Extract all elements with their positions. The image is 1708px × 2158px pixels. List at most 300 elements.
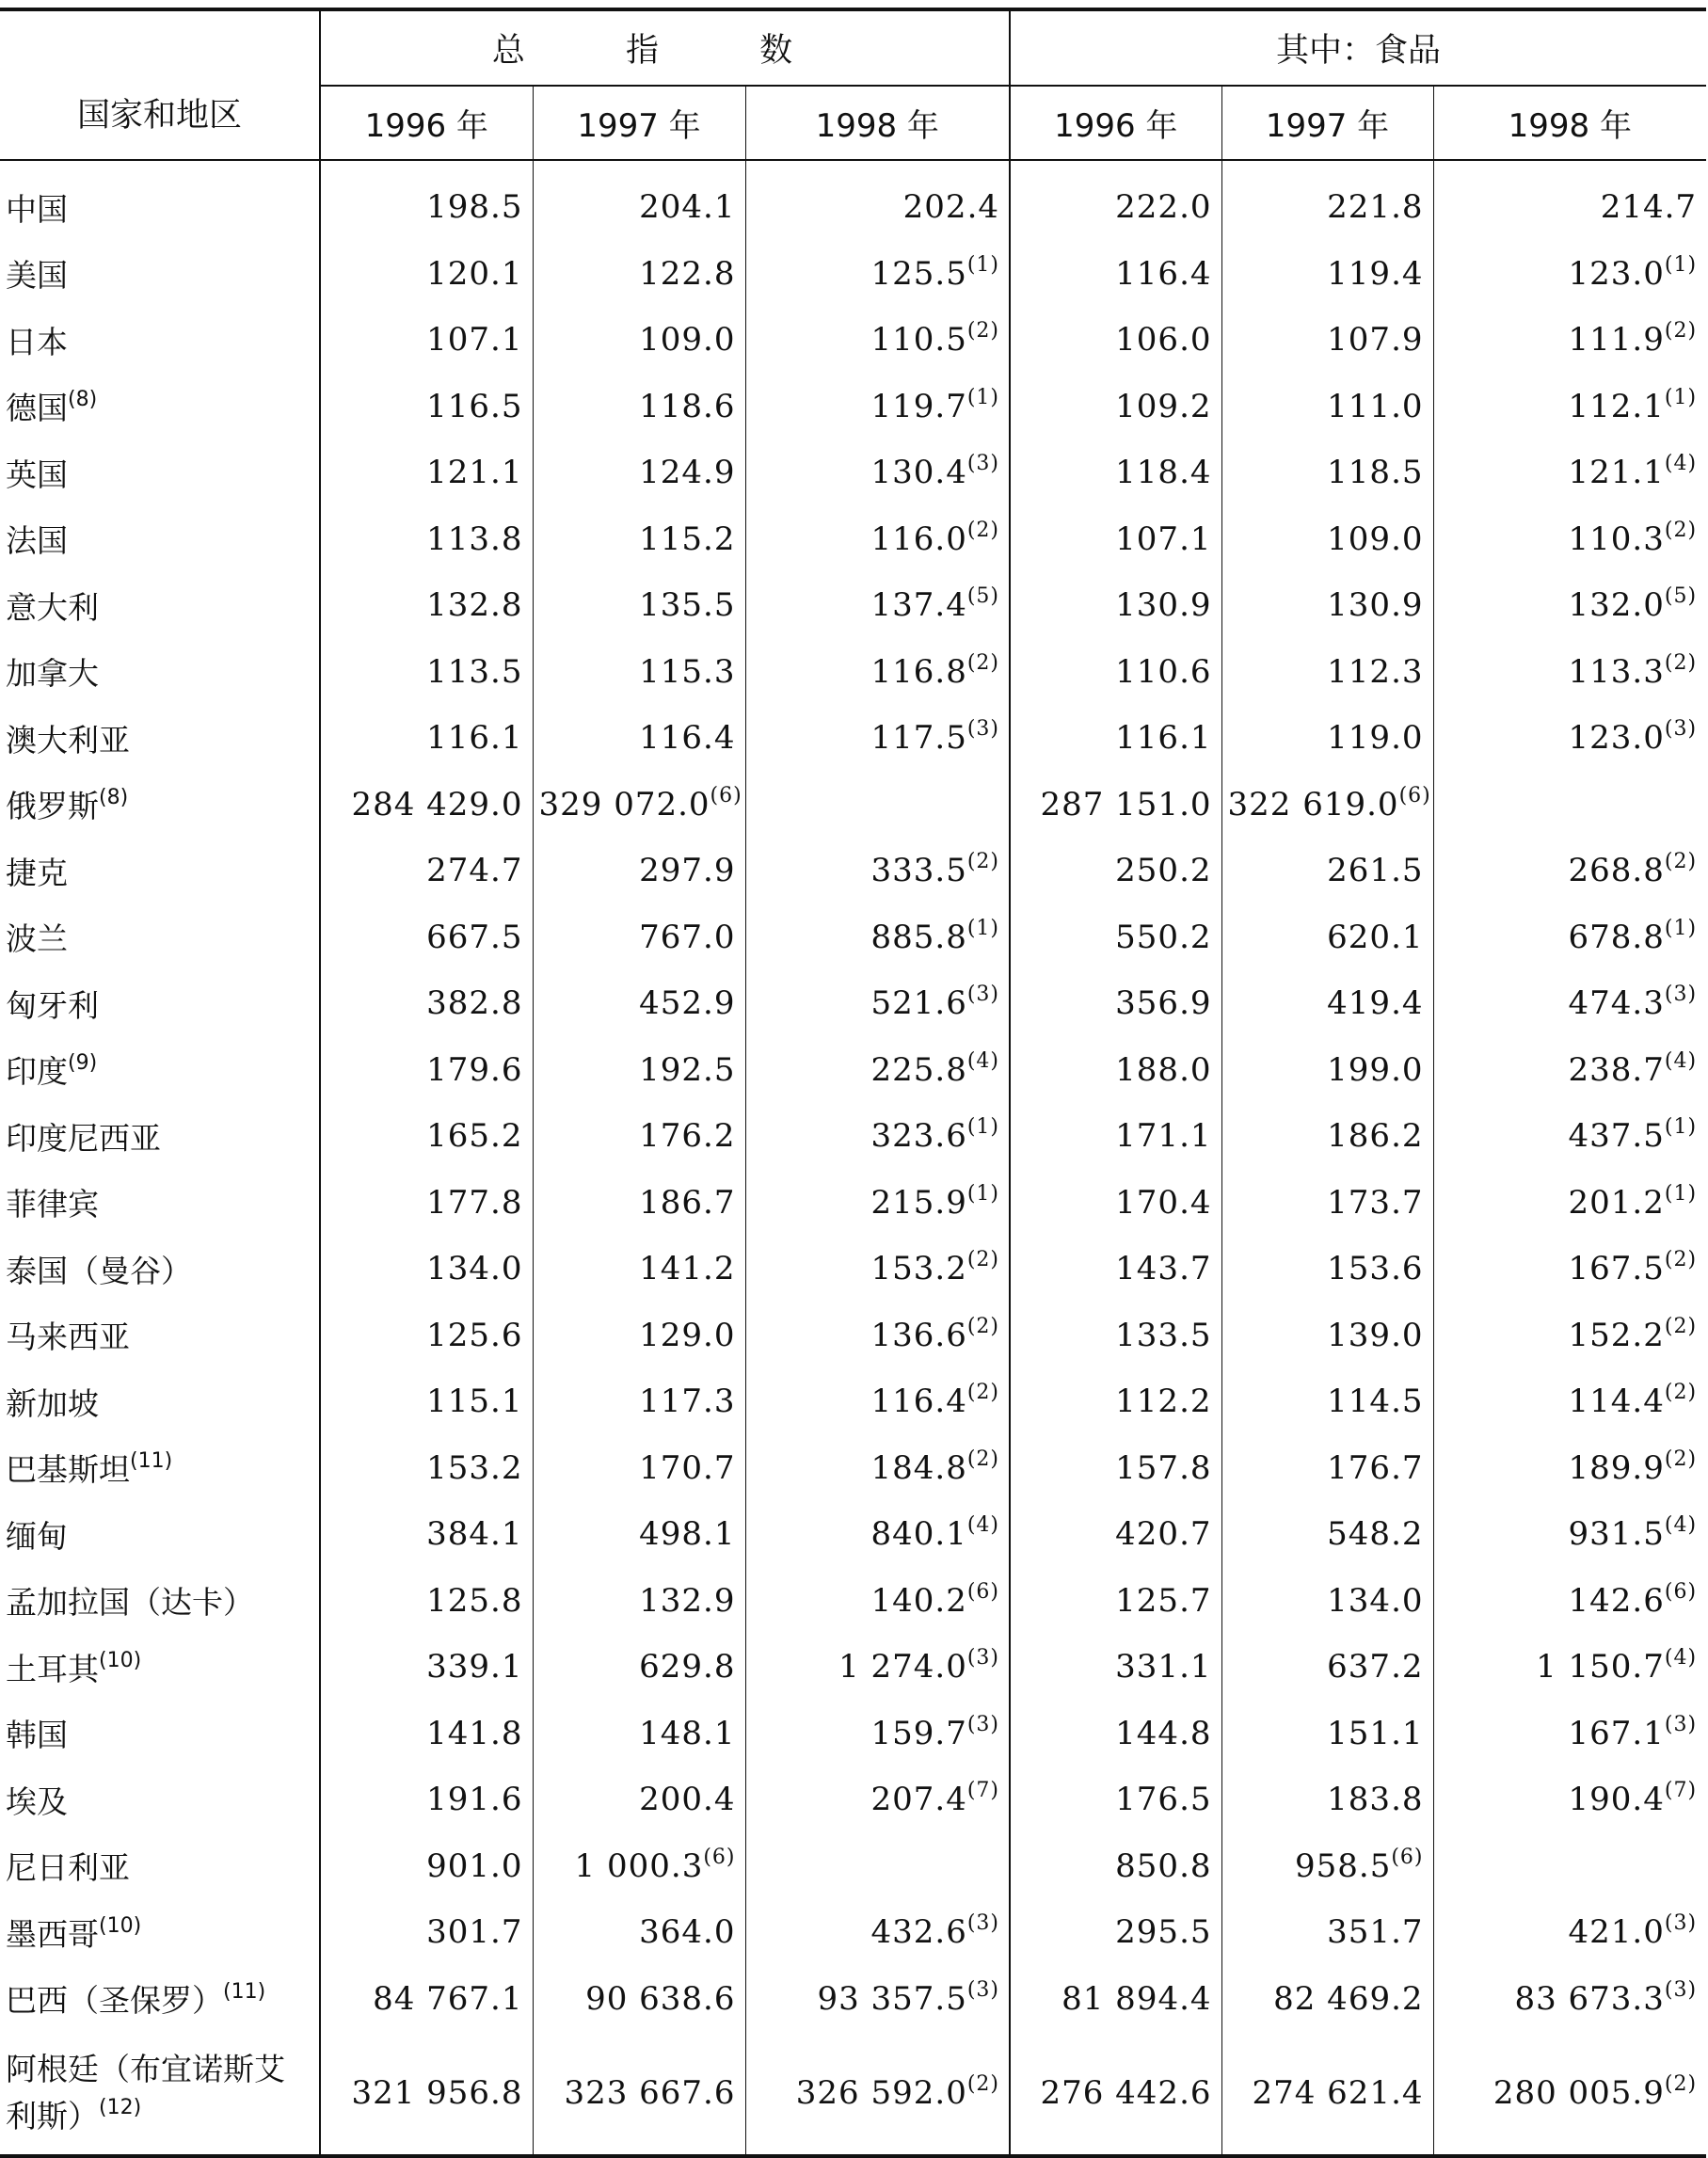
index-value: 322 619.0 <box>1227 785 1399 823</box>
index-value: 121.1 <box>426 454 523 492</box>
index-value: 153.2 <box>426 1448 523 1487</box>
index-value: 115.3 <box>639 652 736 691</box>
value-cell <box>1433 241 1706 308</box>
country-cell <box>0 1303 320 1369</box>
index-value: 109.2 <box>1115 387 1212 425</box>
index-value: 261.5 <box>1327 852 1424 890</box>
footnote-marker: (2) <box>966 1314 1000 1338</box>
index-value: 548.2 <box>1327 1515 1424 1554</box>
value-cell <box>1010 241 1221 308</box>
value-cell <box>1221 241 1433 308</box>
value-cell <box>1010 904 1221 971</box>
value-cell <box>1221 1303 1433 1369</box>
value-cell <box>1010 970 1221 1037</box>
value-cell <box>533 1303 745 1369</box>
index-value: 176.5 <box>1115 1781 1212 1819</box>
value-cell <box>1221 838 1433 904</box>
footnote-marker: (7) <box>1664 1779 1698 1803</box>
footnote-marker: (2) <box>966 1447 1000 1471</box>
index-value: 437.5 <box>1568 1117 1665 1156</box>
index-value: 135.5 <box>639 586 736 625</box>
value-cell <box>533 1236 745 1303</box>
country-name: 菲律宾 <box>6 1186 99 1223</box>
footnote-marker: (1) <box>1664 916 1698 940</box>
value-cell <box>1010 705 1221 772</box>
table-row <box>0 1236 1706 1303</box>
footnote-marker: (3) <box>966 1911 1000 1936</box>
footnote-marker: (6) <box>703 1845 736 1869</box>
country-cell <box>0 772 320 839</box>
value-cell <box>1010 1568 1221 1635</box>
footnote-marker: (12) <box>99 2096 142 2119</box>
value-cell <box>745 1236 1010 1303</box>
country-name: 巴西（圣保罗） <box>6 1982 223 2020</box>
index-value: 110.6 <box>1115 652 1212 691</box>
index-value: 107.9 <box>1327 321 1424 360</box>
country-name: 英国 <box>6 456 68 493</box>
value-cell <box>533 2032 745 2156</box>
table-header <box>0 9 1706 160</box>
value-cell <box>320 1766 533 1833</box>
index-value: 125.5 <box>870 254 967 293</box>
index-value: 287 151.0 <box>1040 785 1212 823</box>
country-cell <box>0 1037 320 1104</box>
country-cell <box>0 1568 320 1635</box>
footnote-marker: (1) <box>966 916 1000 940</box>
value-cell <box>1221 506 1433 573</box>
footnote-marker: (3) <box>966 717 1000 742</box>
value-cell <box>745 506 1010 573</box>
country-name: 意大利 <box>6 588 99 626</box>
country-name: 孟加拉国（达卡） <box>6 1584 254 1622</box>
country-name: 新加坡 <box>6 1384 99 1422</box>
table-row <box>0 307 1706 374</box>
footnote-marker: (2) <box>1664 1248 1698 1272</box>
index-value: 144.8 <box>1115 1714 1212 1752</box>
footnote-marker: (4) <box>966 1048 1000 1073</box>
country-cell <box>0 838 320 904</box>
value-cell <box>1433 1236 1706 1303</box>
year-header: 1996 年 <box>320 86 533 160</box>
index-value: 143.7 <box>1115 1250 1212 1288</box>
index-value: 297.9 <box>639 852 736 890</box>
country-name: 澳大利亚 <box>6 721 130 759</box>
value-cell <box>1433 772 1706 839</box>
index-value: 90 638.6 <box>585 1979 736 2018</box>
country-cell <box>0 1899 320 1966</box>
index-value: 384.1 <box>426 1515 523 1554</box>
footnote-marker: (6) <box>966 1579 1000 1604</box>
table-row <box>0 1368 1706 1435</box>
table-row <box>0 1634 1706 1701</box>
value-cell <box>1010 1170 1221 1237</box>
value-cell <box>1221 1501 1433 1568</box>
index-value: 107.1 <box>1115 520 1212 558</box>
country-name: 马来西亚 <box>6 1319 130 1356</box>
value-cell <box>533 1037 745 1104</box>
country-cell <box>0 2032 320 2156</box>
value-cell <box>1010 772 1221 839</box>
index-value: 637.2 <box>1327 1648 1424 1686</box>
country-name: 德国 <box>6 390 68 427</box>
footnote-marker: (4) <box>1664 1646 1698 1670</box>
value-cell <box>745 241 1010 308</box>
value-cell <box>745 838 1010 904</box>
index-value: 123.0 <box>1568 719 1665 758</box>
value-cell <box>1433 1766 1706 1833</box>
index-value: 901.0 <box>426 1846 523 1885</box>
footnote-marker: (3) <box>966 452 1000 476</box>
index-value: 1 274.0 <box>838 1648 967 1686</box>
index-value: 678.8 <box>1568 918 1665 956</box>
value-cell <box>745 904 1010 971</box>
footnote-marker: (4) <box>966 1513 1000 1538</box>
table-body <box>0 160 1706 2156</box>
value-cell <box>533 506 745 573</box>
value-cell <box>745 1103 1010 1170</box>
value-cell <box>745 2032 1010 2156</box>
footnote-marker: (6) <box>710 783 742 807</box>
country-name: 法国 <box>6 522 68 560</box>
footnote-marker: (3) <box>1664 1712 1698 1736</box>
value-cell <box>320 1833 533 1900</box>
country-name: 泰国（曼谷） <box>6 1252 192 1289</box>
table-row <box>0 772 1706 839</box>
index-value: 323 667.6 <box>564 2074 736 2112</box>
value-cell <box>320 440 533 506</box>
footnote-marker: (3) <box>1664 717 1698 742</box>
index-value: 121.1 <box>1568 454 1665 492</box>
value-cell <box>320 705 533 772</box>
index-value: 115.1 <box>426 1383 523 1421</box>
footnote-marker: (1) <box>1664 252 1698 277</box>
index-value: 207.4 <box>870 1781 967 1819</box>
index-value: 109.0 <box>1327 520 1424 558</box>
footnote-marker: (2) <box>966 650 1000 675</box>
value-cell <box>533 1701 745 1767</box>
footnote-marker: (5) <box>1664 584 1698 609</box>
footnote-marker: (1) <box>1664 1181 1698 1206</box>
country-cell <box>0 1634 320 1701</box>
index-value: 116.4 <box>1115 254 1212 293</box>
value-cell <box>745 970 1010 1037</box>
index-value: 118.6 <box>639 387 736 425</box>
table-row <box>0 374 1706 440</box>
index-value: 351.7 <box>1327 1913 1424 1952</box>
value-cell <box>1221 1435 1433 1502</box>
footnote-marker: (2) <box>1664 1381 1698 1405</box>
index-value: 116.1 <box>1115 719 1212 758</box>
value-cell <box>1433 1103 1706 1170</box>
footnote-marker: (2) <box>1664 850 1698 874</box>
index-value: 110.3 <box>1568 520 1665 558</box>
index-value: 173.7 <box>1327 1183 1424 1222</box>
value-cell <box>1433 1170 1706 1237</box>
index-value: 130.4 <box>870 454 967 492</box>
index-value: 116.0 <box>870 520 967 558</box>
table-row <box>0 1170 1706 1237</box>
table-row <box>0 970 1706 1037</box>
country-name: 土耳其 <box>6 1650 99 1687</box>
index-value: 885.8 <box>870 918 967 956</box>
index-value: 139.0 <box>1327 1316 1424 1354</box>
table-row <box>0 1435 1706 1502</box>
value-cell <box>1010 1966 1221 2033</box>
value-cell <box>1221 1368 1433 1435</box>
value-cell <box>1010 506 1221 573</box>
country-name: 阿根廷（布宜诺斯艾利斯） <box>6 2051 285 2134</box>
country-cell <box>0 241 320 308</box>
value-cell <box>1433 374 1706 440</box>
table-row <box>0 1966 1706 2033</box>
value-cell <box>1010 1634 1221 1701</box>
country-cell <box>0 1368 320 1435</box>
value-cell <box>1221 1899 1433 1966</box>
value-cell <box>1433 1435 1706 1502</box>
value-cell <box>1221 1634 1433 1701</box>
value-cell <box>533 1966 745 2033</box>
value-cell <box>533 307 745 374</box>
index-value: 119.7 <box>870 387 967 425</box>
footnote-marker: (7) <box>966 1779 1000 1803</box>
value-cell <box>320 1568 533 1635</box>
index-value: 421.0 <box>1568 1913 1665 1952</box>
footnote-marker: (10) <box>99 1648 142 1672</box>
index-value: 117.5 <box>870 719 967 758</box>
index-value: 331.1 <box>1115 1648 1212 1686</box>
index-value: 116.4 <box>639 719 736 758</box>
year-header: 1997 年 <box>533 86 745 160</box>
table-row <box>0 1899 1706 1966</box>
country-name: 墨西哥 <box>6 1915 99 1953</box>
country-cell <box>0 440 320 506</box>
value-cell <box>745 160 1010 241</box>
index-value: 136.6 <box>870 1316 967 1354</box>
index-value: 112.3 <box>1327 652 1424 691</box>
footnote-marker: (1) <box>966 1115 1000 1140</box>
index-value: 129.0 <box>639 1316 736 1354</box>
value-cell <box>320 1701 533 1767</box>
value-cell <box>1433 1368 1706 1435</box>
footnote-marker: (11) <box>130 1449 173 1474</box>
footnote-marker: (1) <box>1664 385 1698 409</box>
index-value: 201.2 <box>1568 1183 1665 1222</box>
value-cell <box>533 1833 745 1900</box>
index-value: 130.9 <box>1327 586 1424 625</box>
country-name: 波兰 <box>6 920 68 958</box>
value-cell <box>1433 970 1706 1037</box>
country-name: 韩国 <box>6 1717 68 1754</box>
value-cell <box>1433 1037 1706 1104</box>
footnote-marker: (3) <box>1664 1977 1698 2002</box>
country-name: 印度尼西亚 <box>6 1119 161 1157</box>
index-value: 159.7 <box>870 1714 967 1752</box>
value-cell <box>320 772 533 839</box>
index-value: 179.6 <box>426 1050 523 1089</box>
country-cell <box>0 639 320 706</box>
footnote-marker: (1) <box>1664 1115 1698 1140</box>
index-value: 629.8 <box>639 1648 736 1686</box>
value-cell <box>1010 639 1221 706</box>
footnote-marker: (5) <box>966 584 1000 609</box>
table-row <box>0 1303 1706 1369</box>
footnote-marker: (4) <box>1664 452 1698 476</box>
index-value: 333.5 <box>870 852 967 890</box>
total-index-group-header: 总 指 数 <box>320 9 1010 86</box>
index-value: 202.4 <box>902 188 1000 227</box>
value-cell <box>1010 1103 1221 1170</box>
table-row <box>0 705 1706 772</box>
value-cell <box>1221 705 1433 772</box>
value-cell <box>533 1435 745 1502</box>
value-cell <box>1221 1568 1433 1635</box>
country-cell <box>0 1833 320 1900</box>
index-value: 189.9 <box>1568 1448 1665 1487</box>
value-cell <box>320 374 533 440</box>
index-value: 498.1 <box>639 1515 736 1554</box>
index-value: 167.5 <box>1568 1250 1665 1288</box>
index-value: 274 621.4 <box>1252 2074 1424 2112</box>
value-cell <box>745 705 1010 772</box>
country-name: 捷克 <box>6 854 68 891</box>
index-value: 153.2 <box>870 1250 967 1288</box>
index-value: 188.0 <box>1115 1050 1212 1089</box>
index-value: 274.7 <box>426 852 523 890</box>
value-cell <box>320 1037 533 1104</box>
value-cell <box>320 1899 533 1966</box>
index-value: 112.2 <box>1115 1383 1212 1421</box>
value-cell <box>533 440 745 506</box>
country-name: 美国 <box>6 257 68 295</box>
value-cell <box>533 1501 745 1568</box>
value-cell <box>1010 307 1221 374</box>
index-value: 153.6 <box>1327 1250 1424 1288</box>
value-cell <box>1221 1170 1433 1237</box>
index-value: 114.5 <box>1327 1383 1424 1421</box>
index-value: 134.0 <box>1327 1581 1424 1620</box>
value-cell <box>1433 506 1706 573</box>
index-value: 199.0 <box>1327 1050 1424 1089</box>
index-value: 119.4 <box>1327 254 1424 293</box>
index-value: 165.2 <box>426 1117 523 1156</box>
index-value: 157.8 <box>1115 1448 1212 1487</box>
index-value: 321 956.8 <box>351 2074 523 2112</box>
value-cell <box>320 506 533 573</box>
index-value: 115.2 <box>639 520 736 558</box>
index-value: 152.2 <box>1568 1316 1665 1354</box>
index-value: 116.1 <box>426 719 523 758</box>
index-value: 116.4 <box>870 1383 967 1421</box>
table-row <box>0 160 1706 241</box>
country-cell <box>0 1170 320 1237</box>
value-cell <box>745 1501 1010 1568</box>
value-cell <box>320 1303 533 1369</box>
value-cell <box>1433 1701 1706 1767</box>
country-cell <box>0 1236 320 1303</box>
table-row <box>0 440 1706 506</box>
index-value: 116.8 <box>870 652 967 691</box>
table-row <box>0 241 1706 308</box>
food-group-header: 其中：食品 <box>1010 9 1706 86</box>
index-value: 140.2 <box>870 1581 967 1620</box>
value-cell <box>745 1303 1010 1369</box>
index-value: 452.9 <box>639 984 736 1023</box>
value-cell <box>533 241 745 308</box>
footnote-marker: (3) <box>1664 983 1698 1007</box>
index-value: 119.0 <box>1327 719 1424 758</box>
table-row <box>0 639 1706 706</box>
value-cell <box>1433 160 1706 241</box>
footnote-marker: (4) <box>1664 1513 1698 1538</box>
footnote-marker: (11) <box>223 1980 266 2005</box>
index-value: 177.8 <box>426 1183 523 1222</box>
country-cell <box>0 970 320 1037</box>
value-cell <box>745 1170 1010 1237</box>
value-cell <box>320 1634 533 1701</box>
footnote-marker: (2) <box>966 518 1000 542</box>
index-value: 474.3 <box>1568 984 1665 1023</box>
value-cell <box>320 2032 533 2156</box>
index-value: 184.8 <box>870 1448 967 1487</box>
value-cell <box>533 970 745 1037</box>
footnote-marker: (2) <box>1664 2072 1698 2096</box>
value-cell <box>320 838 533 904</box>
index-value: 840.1 <box>870 1515 967 1554</box>
index-value: 120.1 <box>426 254 523 293</box>
footnote-marker: (8) <box>99 786 129 810</box>
index-value: 521.6 <box>870 984 967 1023</box>
footnote-marker: (3) <box>966 983 1000 1007</box>
country-cell <box>0 374 320 440</box>
value-cell <box>1221 1037 1433 1104</box>
value-cell <box>745 1568 1010 1635</box>
index-value: 111.9 <box>1568 321 1665 360</box>
index-value: 931.5 <box>1568 1515 1665 1554</box>
value-cell <box>533 160 745 241</box>
table-row <box>0 2032 1706 2156</box>
index-value: 382.8 <box>426 984 523 1023</box>
index-value: 125.6 <box>426 1316 523 1354</box>
value-cell <box>1433 440 1706 506</box>
index-value: 151.1 <box>1327 1714 1424 1752</box>
value-cell <box>745 1435 1010 1502</box>
footnote-marker: (9) <box>68 1051 98 1076</box>
footnote-marker: (1) <box>966 252 1000 277</box>
value-cell <box>533 1634 745 1701</box>
index-value: 132.0 <box>1568 586 1665 625</box>
index-value: 356.9 <box>1115 984 1212 1023</box>
value-cell <box>320 1501 533 1568</box>
footnote-marker: (2) <box>1664 319 1698 344</box>
table-row <box>0 838 1706 904</box>
index-value: 958.5 <box>1295 1846 1392 1885</box>
value-cell <box>745 1701 1010 1767</box>
value-cell <box>1221 904 1433 971</box>
footnote-marker: (2) <box>1664 1447 1698 1471</box>
value-cell <box>320 572 533 639</box>
value-cell <box>1221 1236 1433 1303</box>
country-name: 缅甸 <box>6 1517 68 1555</box>
index-value: 191.6 <box>426 1781 523 1819</box>
index-value: 124.9 <box>639 454 736 492</box>
value-cell <box>1433 1899 1706 1966</box>
country-cell <box>0 705 320 772</box>
country-cell <box>0 1501 320 1568</box>
index-value: 767.0 <box>639 918 736 956</box>
country-name: 印度 <box>6 1053 68 1091</box>
table-row <box>0 1701 1706 1767</box>
index-value: 183.8 <box>1327 1781 1424 1819</box>
